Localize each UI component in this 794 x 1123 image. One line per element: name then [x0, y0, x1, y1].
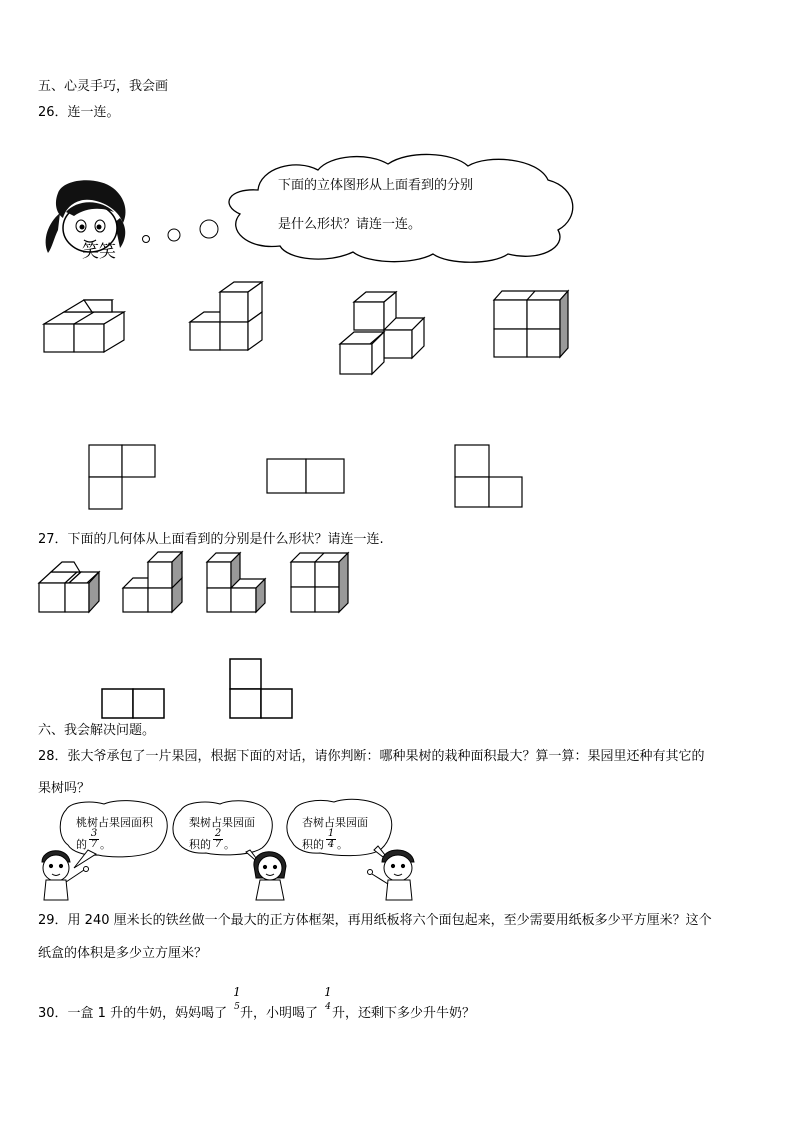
bubble-2-line-1: 梨树占果园面 [189, 816, 255, 829]
question-30-part-1: 30．一盒 1 升的牛奶，妈妈喝了 [38, 1006, 228, 1021]
q30-frac1-num: 1 [233, 985, 241, 999]
bubble-1-suffix: 。 [100, 838, 111, 851]
thought-line-2: 是什么形状？请连一连。 [278, 217, 422, 232]
bubble-3-line-1: 杏树占果园面 [302, 816, 368, 829]
q30-frac1-den: 5 [234, 1002, 240, 1012]
bubble-3-suffix: 。 [337, 838, 348, 851]
bubble-3-frac-den: 4 [327, 839, 335, 850]
question-30-part-3: 升，还剩下多少升牛奶？ [332, 1006, 476, 1021]
girl-middle-illustration [254, 852, 286, 900]
question-28-line-1: 28．张大爷承包了一片果园，根据下面的对话，请你判断：哪种果树的栽种面积最大？算一算：果园里还种有其它的 [38, 749, 705, 764]
q30-frac2-num: 1 [324, 985, 332, 999]
bubble-3-frac-num: 1 [327, 828, 335, 839]
question-29-line-2: 纸盒的体积是多少立方厘米？ [38, 946, 208, 961]
bubble-1-line-1: 桃树占果园面积 [76, 816, 153, 829]
bubble-2-suffix: 。 [224, 838, 235, 851]
q30-frac2-den: 4 [325, 1002, 331, 1012]
bubble-1-frac-num: 3 [90, 828, 98, 839]
bubble-2-frac-den: 7 [214, 839, 222, 850]
character-name: 笑笑 [82, 242, 116, 262]
boy-right-illustration [368, 850, 415, 900]
question-30-part-2: 升，小明喝了 [240, 1006, 319, 1021]
section-heading-6: 六、我会解决问题。 [38, 723, 156, 738]
question-26-title: 26．连一连。 [38, 105, 120, 120]
bubble-1-prefix: 的 [76, 838, 87, 851]
bubble-1-frac-den: 7 [90, 839, 98, 850]
bubble-2-prefix: 积的 [189, 838, 211, 851]
bubble-2-fraction [213, 829, 223, 850]
q30-fraction-2 [324, 986, 332, 1014]
bubble-3-fraction [326, 829, 336, 850]
section-heading: 五、心灵手巧，我会画 [38, 79, 169, 94]
question-28-line-2: 果树吗？ [38, 781, 91, 796]
question-29-line-1: 29．用 240 厘米长的铁丝做一个最大的正方体框架，再用纸板将六个面包起来，至少需要用纸板多少平方厘米？这个 [38, 913, 712, 928]
question-27-title: 27．下面的几何体从上面看到的分别是什么形状？请连一连. [38, 532, 384, 547]
bubble-3-prefix: 积的 [302, 838, 324, 851]
bubble-2-frac-num: 2 [214, 828, 222, 839]
bubble-1-fraction [89, 829, 99, 850]
thought-line-1: 下面的立体图形从上面看到的分别 [278, 178, 474, 193]
